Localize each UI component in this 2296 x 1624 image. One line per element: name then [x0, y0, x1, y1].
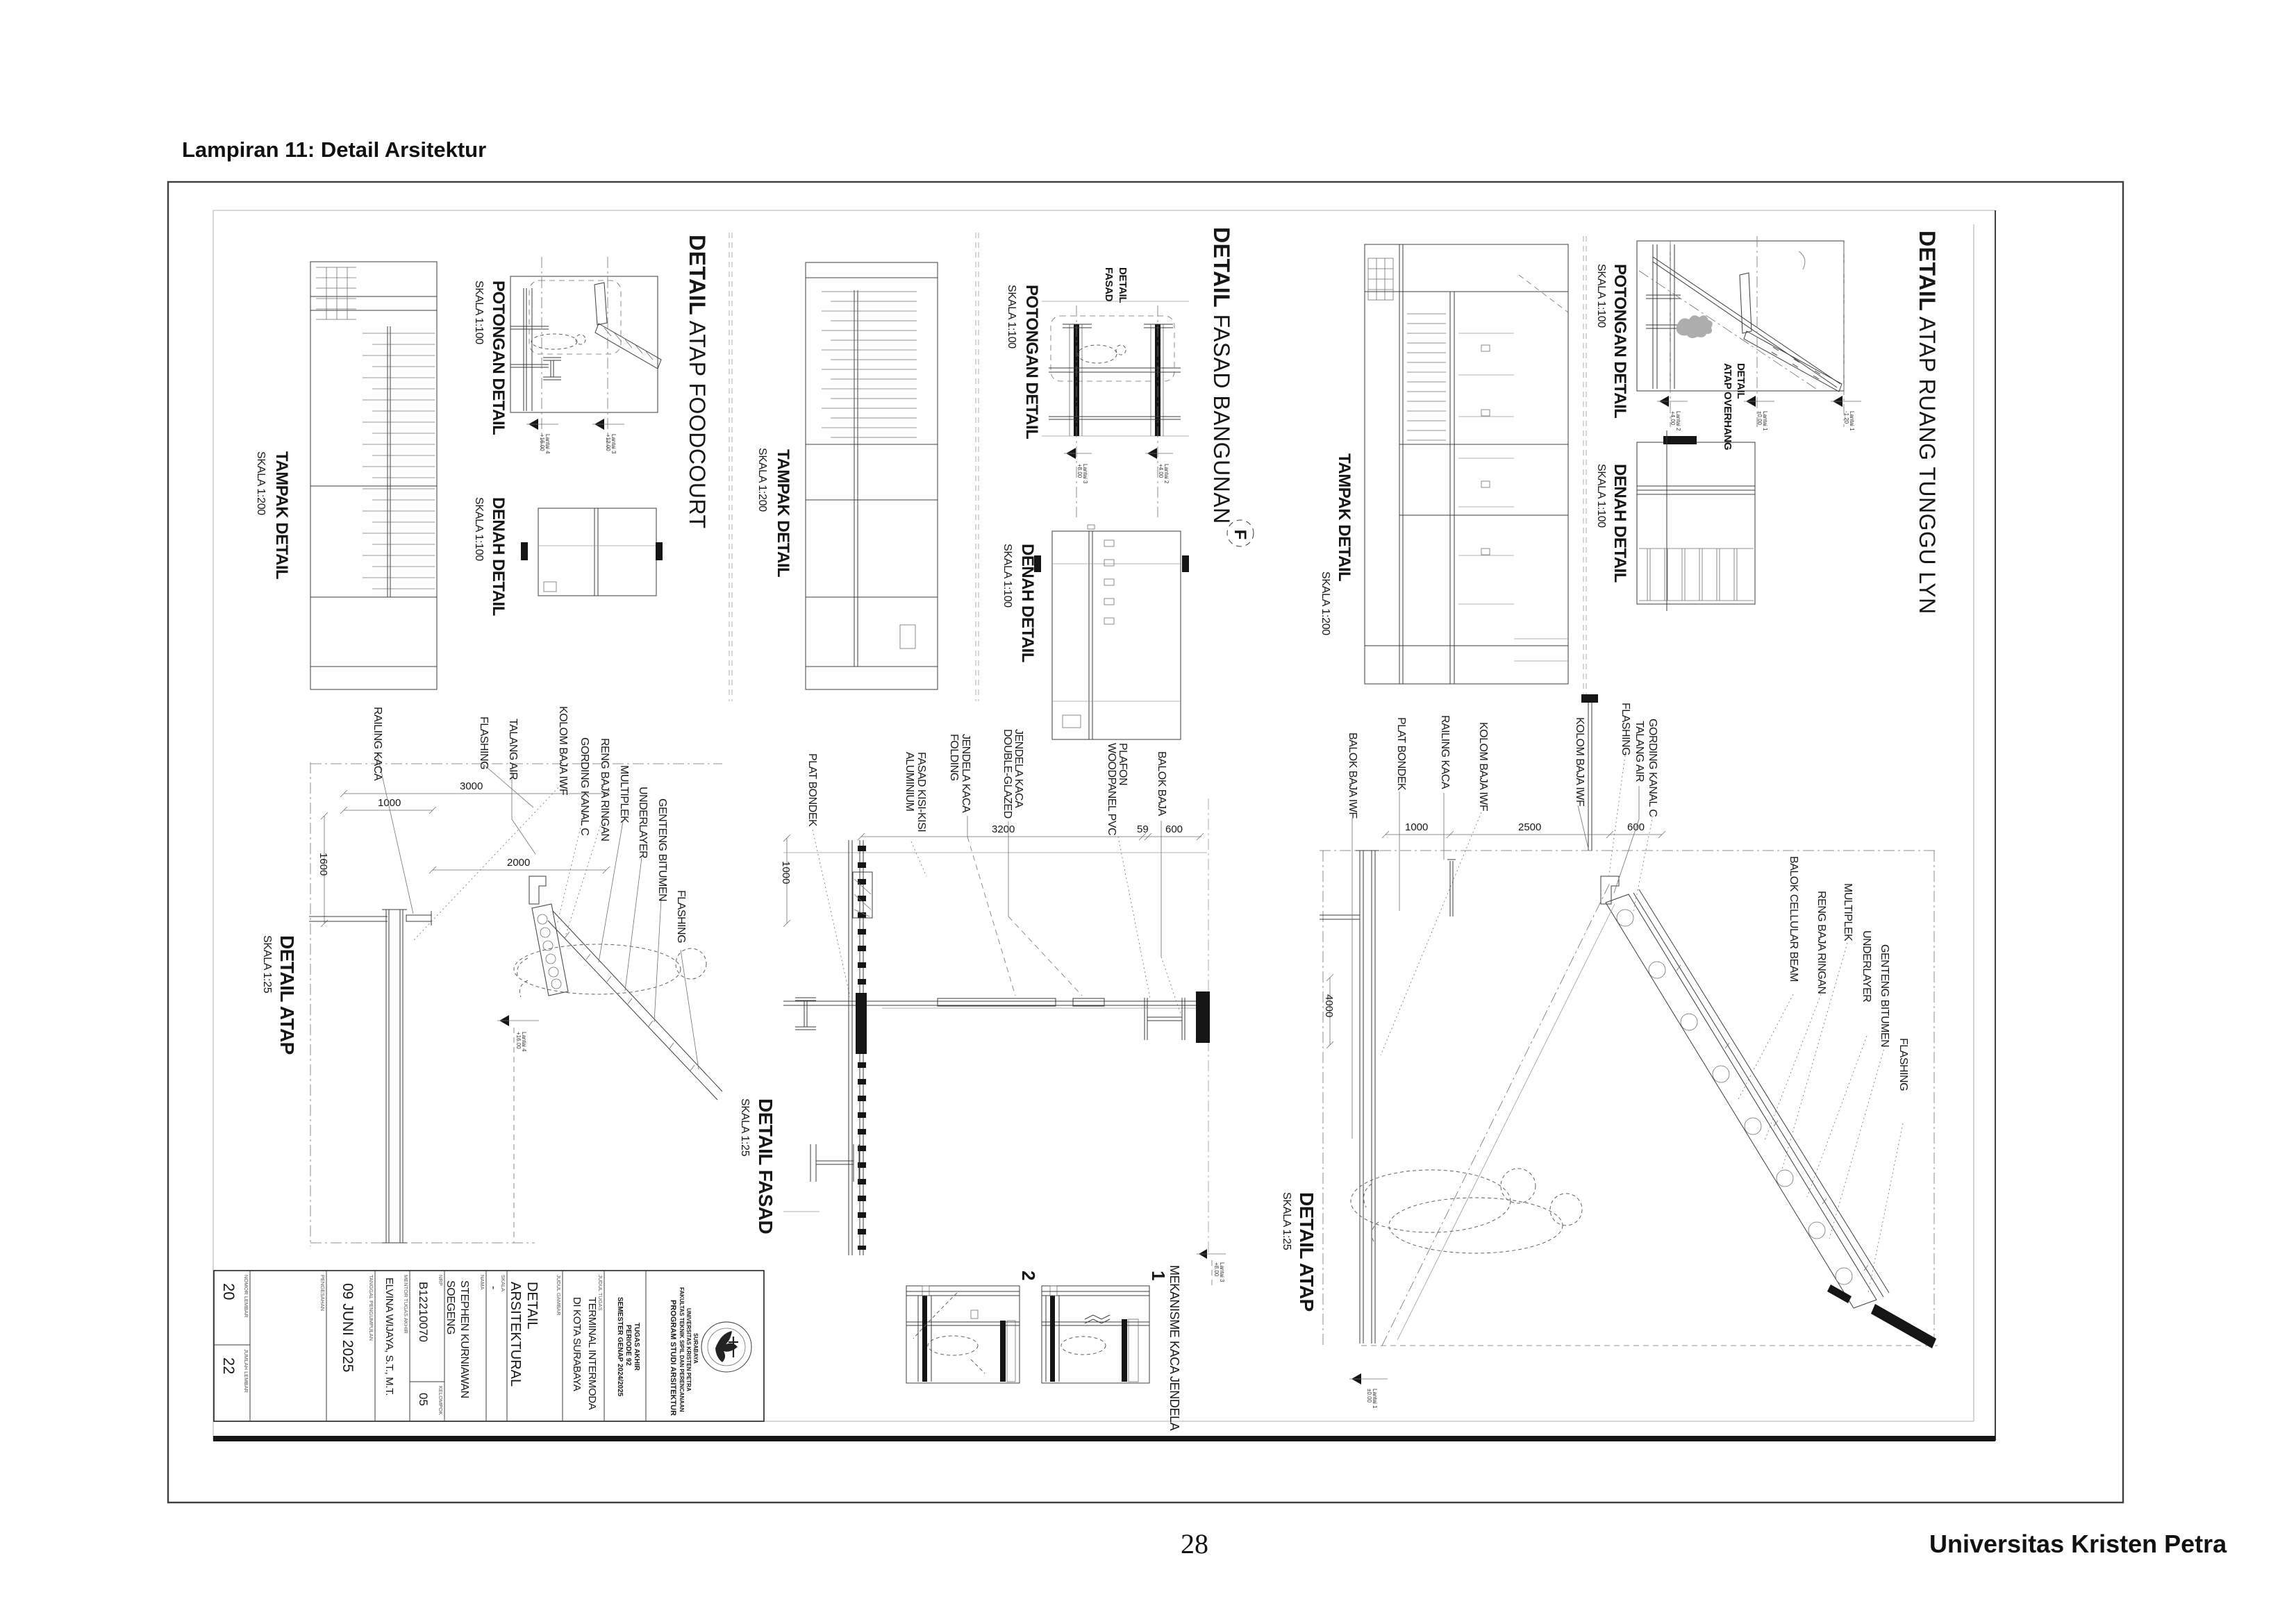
mekanisme-number-2: 2 — [1018, 1271, 1039, 1281]
fasad-tampak-scale: SKALA 1:200 — [756, 448, 768, 512]
lyn-potongan-scale: SKALA 1:100 — [1595, 264, 1607, 328]
level-text: Lantai 4 — [544, 434, 551, 454]
material-label: FLASHING — [1897, 1038, 1909, 1091]
lyn-potongan-title: POTONGAN DETAIL — [1611, 264, 1629, 419]
lyn-detail-title: DETAIL ATAP — [1296, 1192, 1317, 1312]
fasad-detail-title: DETAIL FASAD — [755, 1098, 776, 1234]
dim-59: 59 — [1137, 823, 1149, 835]
level-text: +4.00 — [1670, 411, 1676, 426]
fasad-potongan-title: POTONGAN DETAIL — [1022, 285, 1041, 440]
material-label: RAILING KACA — [1439, 715, 1451, 789]
material-label: KOLOM BAJA IWF — [1574, 717, 1586, 807]
material-label: UNDERLAYER — [1861, 930, 1872, 1003]
dim-4000: 4000 — [1323, 994, 1335, 1018]
field-label-mentor: MENTOR TUGAS AKHIR — [403, 1275, 409, 1334]
level-text: ±0.00 — [1756, 411, 1763, 425]
lyn-tampak-scale: SKALA 1:200 — [1320, 571, 1331, 635]
field-nama: SOEGENG — [444, 1280, 456, 1335]
material-label: GORDING KANAL C — [579, 737, 590, 836]
tugas-akhir-line: SEMESTER GENAP 2024/2025 — [616, 1297, 624, 1397]
material-label: GENTENG BITUMEN — [656, 798, 668, 902]
level-text: +12.00 — [605, 434, 611, 451]
lyn-denah-scale: SKALA 1:100 — [1595, 464, 1607, 528]
fasad-detail-scale: SKALA 1:25 — [739, 1098, 751, 1157]
dim-3200: 3200 — [992, 823, 1015, 835]
level-text: +16.00 — [515, 1032, 522, 1049]
material-label: GORDING KANAL C — [1647, 719, 1658, 817]
material-label: KOLOM BAJA IWF — [557, 706, 569, 796]
field-kelompok: 05 — [417, 1393, 430, 1406]
prodi-line: PROGRAM STUDI ARSITEKTUR — [669, 1300, 677, 1416]
material-label: FOLDING — [948, 734, 960, 781]
level-text: Lantai 1 — [1762, 411, 1768, 431]
material-label: FLASHING — [675, 890, 687, 944]
material-label: RAILING KACA — [372, 707, 383, 781]
material-label: RENG BAJA RINGAN — [599, 738, 610, 842]
field-label-kelompok: KELOMPOK — [438, 1386, 444, 1416]
tugas-akhir-line: TUGAS AKHIR — [633, 1323, 640, 1371]
institution-footer: Universitas Kristen Petra — [1929, 1530, 2227, 1558]
material-label: TALANG AIR — [507, 719, 519, 780]
level-text: +4.00 — [1158, 464, 1164, 478]
prodi-line: UNIVERSITAS KRISTEN PETRA — [685, 1308, 692, 1391]
material-label: TALANG AIR — [1633, 721, 1645, 782]
dim-1600: 1600 — [317, 853, 329, 876]
level-text: -1.20 — [1843, 411, 1849, 424]
material-label: MULTIPLEK — [1842, 883, 1854, 941]
tugas-akhir-line: PERIODE 92 — [624, 1325, 632, 1366]
field-label-nama: NAMA — [479, 1275, 485, 1290]
field-judul-tugas: DI KOTA SURABAYA — [571, 1297, 583, 1391]
field-label-judul-tugas: JUDUL TUGAS — [597, 1275, 604, 1311]
material-label: PLAT BONDEK — [1395, 717, 1407, 791]
material-label: PLAT BONDEK — [806, 753, 818, 827]
foodcourt-tampak-scale: SKALA 1:200 — [255, 451, 267, 515]
field-nama: STEPHEN KURNIAWAN — [458, 1280, 470, 1398]
field-label-judul-gambar: JUDUL GAMBAR — [556, 1275, 562, 1316]
material-label: JENDELA KACA — [1013, 729, 1024, 808]
dim-3000: 3000 — [460, 780, 483, 792]
level-text: Lantai 2 — [1163, 464, 1170, 484]
dim-2000: 2000 — [507, 857, 531, 869]
appendix-heading: Lampiran 11: Detail Arsitektur — [182, 137, 487, 162]
fasad-tampak-title: TAMPAK DETAIL — [774, 449, 792, 578]
foodcourt-title: DETAIL ATAP FOODCOURT — [685, 235, 710, 529]
dim-1000: 1000 — [378, 797, 401, 809]
field-judul-gambar: DETAIL — [524, 1282, 540, 1330]
lyn-tampak-title: TAMPAK DETAIL — [1335, 453, 1354, 582]
level-text: +16.00 — [539, 434, 545, 451]
material-label: BALOK BAJA IWF — [1347, 733, 1358, 819]
foodcourt-detail-scale: SKALA 1:25 — [261, 935, 273, 994]
field-judul-tugas: TERMINAL INTERMODA — [586, 1297, 598, 1410]
page-number: 28 — [1181, 1528, 1208, 1559]
level-text: Lantai 3 — [1219, 1262, 1225, 1282]
material-label: KOLOM BAJA IWF — [1477, 722, 1489, 812]
field-mentor: ELVINA WIJAYA, S.T., M.T. — [383, 1278, 395, 1396]
mekanisme-number-1: 1 — [1148, 1271, 1169, 1281]
level-text: Lantai 1 — [1849, 411, 1855, 431]
level-text: ±0.00 — [1366, 1389, 1372, 1403]
dim-2500: 2500 — [1518, 821, 1542, 833]
prodi-line: FAKULTAS TEKNIK SIPIL DAN PERENCANAAN — [679, 1287, 685, 1412]
level-text: +8.00 — [1076, 464, 1083, 478]
material-label: PLAFON — [1117, 743, 1129, 786]
title-block — [214, 1271, 764, 1421]
level-text: Lantai 3 — [1082, 464, 1088, 484]
dim-600: 600 — [1165, 823, 1183, 835]
material-label: BALOK BAJA — [1156, 751, 1167, 816]
field-jumlah: 22 — [220, 1357, 238, 1375]
material-label: FLASHING — [478, 717, 490, 770]
field-skala: - — [488, 1286, 499, 1289]
dim-1000: 1000 — [780, 861, 792, 885]
foodcourt-denah-title: DENAH DETAIL — [489, 497, 508, 616]
material-label: MULTIPLEK — [618, 765, 630, 823]
field-label-skala: SKALA — [500, 1275, 506, 1292]
field-label-tanggal: TANGGAL PENGUMPULAN — [368, 1275, 374, 1341]
fasad-denah-scale: SKALA 1:100 — [1001, 544, 1013, 608]
material-label: FLASHING — [1620, 703, 1631, 756]
field-label-nrp: NRP — [438, 1275, 444, 1286]
fasad-denah-title: DENAH DETAIL — [1018, 544, 1037, 662]
field-label-nomor: NOMOR LEMBAR — [243, 1275, 249, 1318]
mekanisme-label: MEKANISME KACA JENDELA — [1167, 1265, 1181, 1431]
foodcourt-potongan-title: POTONGAN DETAIL — [489, 281, 508, 435]
fasad-callout: DETAIL — [1117, 267, 1129, 303]
level-text: Lantai 3 — [610, 434, 617, 454]
fasad-potongan-scale: SKALA 1:100 — [1006, 285, 1017, 349]
lyn-callout: DETAIL — [1735, 363, 1747, 399]
level-text: Lantai 4 — [521, 1032, 527, 1052]
lyn-denah-title: DENAH DETAIL — [1611, 464, 1629, 583]
level-text: Lantai 2 — [1675, 411, 1681, 431]
foodcourt-detail-title: DETAIL ATAP — [276, 935, 298, 1055]
dim-1000: 1000 — [1405, 821, 1429, 833]
lyn-title: DETAIL ATAP RUANG TUNGGU LYN — [1915, 231, 1940, 614]
prodi-line: SURABAYA — [692, 1333, 699, 1364]
material-label: ALUMINIUM — [904, 752, 915, 812]
field-nomor: 20 — [220, 1283, 238, 1300]
field-label-pengesahan: PENGESAHAN — [319, 1275, 326, 1312]
field-judul-gambar: ARSITEKTURAL — [508, 1282, 523, 1387]
level-text: +8.00 — [1213, 1262, 1220, 1277]
material-label: UNDERLAYER — [637, 787, 649, 859]
material-label: GENTENG BITUMEN — [1879, 944, 1890, 1048]
material-label: DOUBLE-GLAZED — [1001, 729, 1013, 819]
field-tanggal: 09 JUNI 2025 — [340, 1283, 356, 1373]
foodcourt-denah-scale: SKALA 1:100 — [473, 497, 485, 561]
field-label-jumlah: JUMLAH LEMBAR — [243, 1349, 249, 1393]
foodcourt-tampak-title: TAMPAK DETAIL — [272, 451, 291, 580]
material-label: WOODPANEL PVC — [1106, 743, 1117, 836]
fasad-title: DETAIL FASAD BANGUNAN — [1209, 227, 1234, 524]
material-label: JENDELA KACA — [960, 734, 972, 813]
material-label: RENG BAJA RINGAN — [1815, 891, 1827, 994]
lyn-callout: ATAP OVERHANG — [1722, 363, 1733, 451]
section-marker-letter: F — [1231, 529, 1249, 540]
material-label: BALOK CELLULAR BEAM — [1788, 856, 1799, 982]
field-nrp: B12210070 — [417, 1282, 430, 1342]
material-label: FASAD KISI-KISI — [915, 752, 927, 832]
dim-600: 600 — [1627, 821, 1645, 833]
level-text: Lantai 1 — [1372, 1389, 1378, 1409]
foodcourt-potongan-scale: SKALA 1:100 — [473, 281, 485, 344]
lyn-detail-scale: SKALA 1:25 — [1281, 1192, 1292, 1250]
fasad-callout: FASAD — [1103, 267, 1115, 302]
